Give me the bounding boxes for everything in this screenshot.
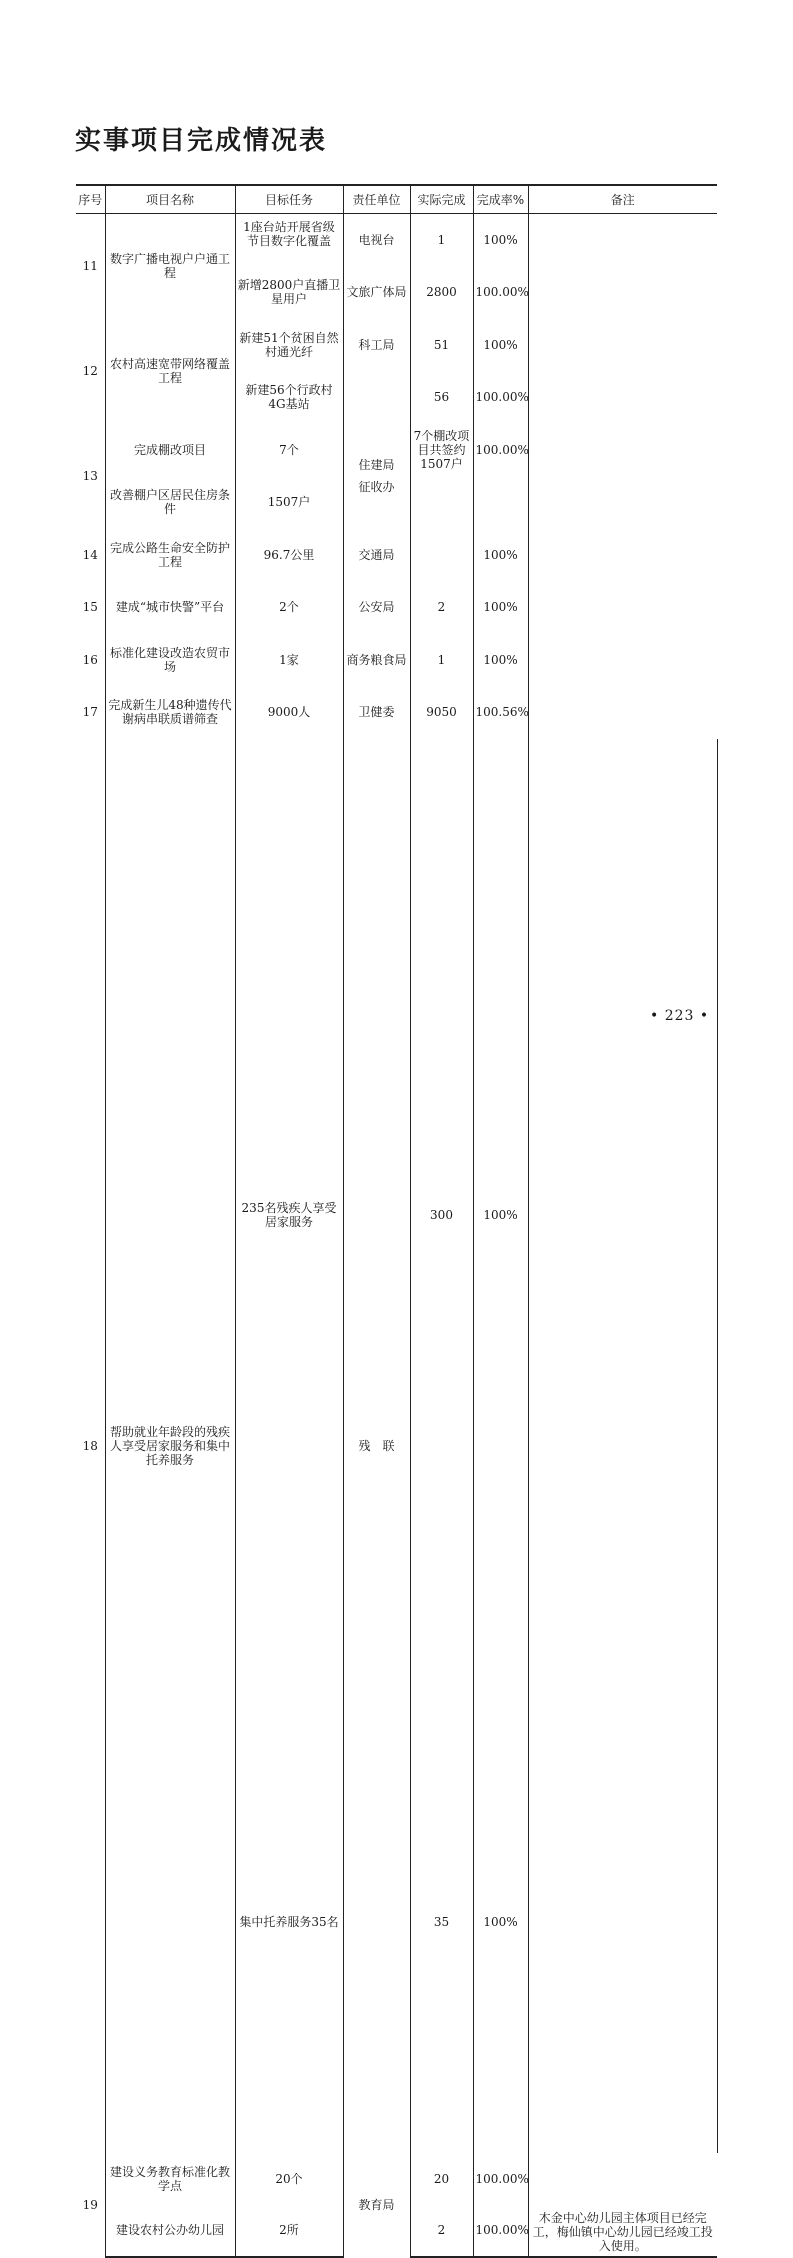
- table-row: [76, 2153, 717, 2205]
- row-number: 13: [76, 424, 105, 529]
- target-task: 9000人: [235, 686, 343, 739]
- responsible-unit: 科工局: [343, 319, 410, 372]
- project-name: 完成棚改项目: [105, 424, 235, 477]
- project-name: 农村高速宽带网络覆盖工程: [105, 319, 235, 424]
- actual-done: 35: [410, 1691, 473, 2153]
- target-task: 新建51个贫困自然村通光纤: [235, 319, 343, 372]
- target-task: 1家: [235, 634, 343, 687]
- actual-done: [410, 476, 473, 529]
- actual-done: 7个棚改项目共签约1507户: [410, 424, 473, 477]
- responsible-unit: 公安局: [343, 581, 410, 634]
- responsible-unit: [343, 371, 410, 424]
- target-task: 1座台站开展省级节目数字化覆盖: [235, 214, 343, 267]
- completion-rate: 100.00%: [473, 424, 528, 477]
- responsible-unit: 商务粮食局: [343, 634, 410, 687]
- row-number: 19: [76, 2153, 105, 2257]
- row-number: 11: [76, 214, 105, 319]
- project-name: 数字广播电视户户通工程: [105, 214, 235, 319]
- completion-rate: 100%: [473, 214, 528, 267]
- target-task: 7个: [235, 424, 343, 477]
- project-name: 完成公路生命安全防护工程: [105, 529, 235, 582]
- actual-done: 300: [410, 739, 473, 1691]
- header-rate: 完成率%: [473, 185, 528, 214]
- project-name: 改善棚户区居民住房条件: [105, 476, 235, 529]
- actual-done: 56: [410, 371, 473, 424]
- row-number: 16: [76, 634, 105, 687]
- responsible-unit: 交通局: [343, 529, 410, 582]
- target-task: 2个: [235, 581, 343, 634]
- completion-rate: 100.00%: [473, 2205, 528, 2257]
- completion-rate: 100%: [473, 529, 528, 582]
- completion-rate: 100%: [473, 739, 528, 1691]
- page-number: • 223 •: [650, 1008, 710, 1024]
- note: [528, 424, 717, 2153]
- completion-rate: 100.00%: [473, 266, 528, 319]
- actual-done: 1: [410, 634, 473, 687]
- project-name: 建成“城市快警”平台: [105, 581, 235, 634]
- row-number: 14: [76, 529, 105, 582]
- completion-rate: [473, 476, 528, 529]
- table-row: [76, 424, 717, 477]
- project-name: 标准化建设改造农贸市场: [105, 634, 235, 687]
- project-name: 建设义务教育标准化教学点: [105, 2153, 235, 2205]
- actual-done: 2: [410, 581, 473, 634]
- responsible-unit: 电视台: [343, 214, 410, 267]
- responsible-unit: 文旅广体局: [343, 266, 410, 319]
- note: [528, 214, 717, 424]
- row-number: 18: [76, 739, 105, 2153]
- target-task: 1507户: [235, 476, 343, 529]
- projects-table: [76, 184, 717, 2258]
- project-name: 完成新生儿48种遗传代谢病串联质谱筛查: [105, 686, 235, 739]
- row-number: 17: [76, 686, 105, 739]
- actual-done: 20: [410, 2153, 473, 2205]
- target-task: 新建56个行政村4G基站: [235, 371, 343, 424]
- target-task: 235名残疾人享受居家服务: [235, 739, 343, 1691]
- actual-done: 2: [410, 2205, 473, 2257]
- row-number: 15: [76, 581, 105, 634]
- target-task: 2所: [235, 2205, 343, 2257]
- responsible-unit: 住建局 征收办: [343, 424, 410, 529]
- header-row: [76, 185, 717, 214]
- note: 木金中心幼儿园主体项目已经完工，梅仙镇中心幼儿园已经竣工投入使用。: [528, 2205, 717, 2257]
- completion-rate: 100%: [473, 319, 528, 372]
- header-task: 目标任务: [235, 185, 343, 214]
- target-task: 96.7公里: [235, 529, 343, 582]
- completion-rate: 100.00%: [473, 371, 528, 424]
- actual-done: 9050: [410, 686, 473, 739]
- actual-done: 2800: [410, 266, 473, 319]
- responsible-unit: 卫健委: [343, 686, 410, 739]
- target-task: 集中托养服务35名: [235, 1691, 343, 2153]
- header-no: 序号: [76, 185, 105, 214]
- responsible-unit: 教育局: [343, 2153, 410, 2257]
- completion-rate: 100%: [473, 1691, 528, 2153]
- actual-done: 1: [410, 214, 473, 267]
- target-task: 20个: [235, 2153, 343, 2205]
- header-name: 项目名称: [105, 185, 235, 214]
- completion-rate: 100.00%: [473, 2153, 528, 2205]
- header-note: 备注: [528, 185, 717, 214]
- header-unit: 责任单位: [343, 185, 410, 214]
- table-row: [76, 214, 717, 267]
- note: [528, 2153, 717, 2205]
- page-title: 实事项目完成情况表: [75, 126, 328, 156]
- header-done: 实际完成: [410, 185, 473, 214]
- responsible-unit: 残 联: [343, 739, 410, 2153]
- actual-done: [410, 529, 473, 582]
- row-number: 12: [76, 319, 105, 424]
- completion-rate: 100.56%: [473, 686, 528, 739]
- completion-rate: 100%: [473, 634, 528, 687]
- completion-rate: 100%: [473, 581, 528, 634]
- target-task: 新增2800户直播卫星用户: [235, 266, 343, 319]
- project-name: 建设农村公办幼儿园: [105, 2205, 235, 2257]
- actual-done: 51: [410, 319, 473, 372]
- project-name: 帮助就业年龄段的残疾人享受居家服务和集中托养服务: [105, 739, 235, 2153]
